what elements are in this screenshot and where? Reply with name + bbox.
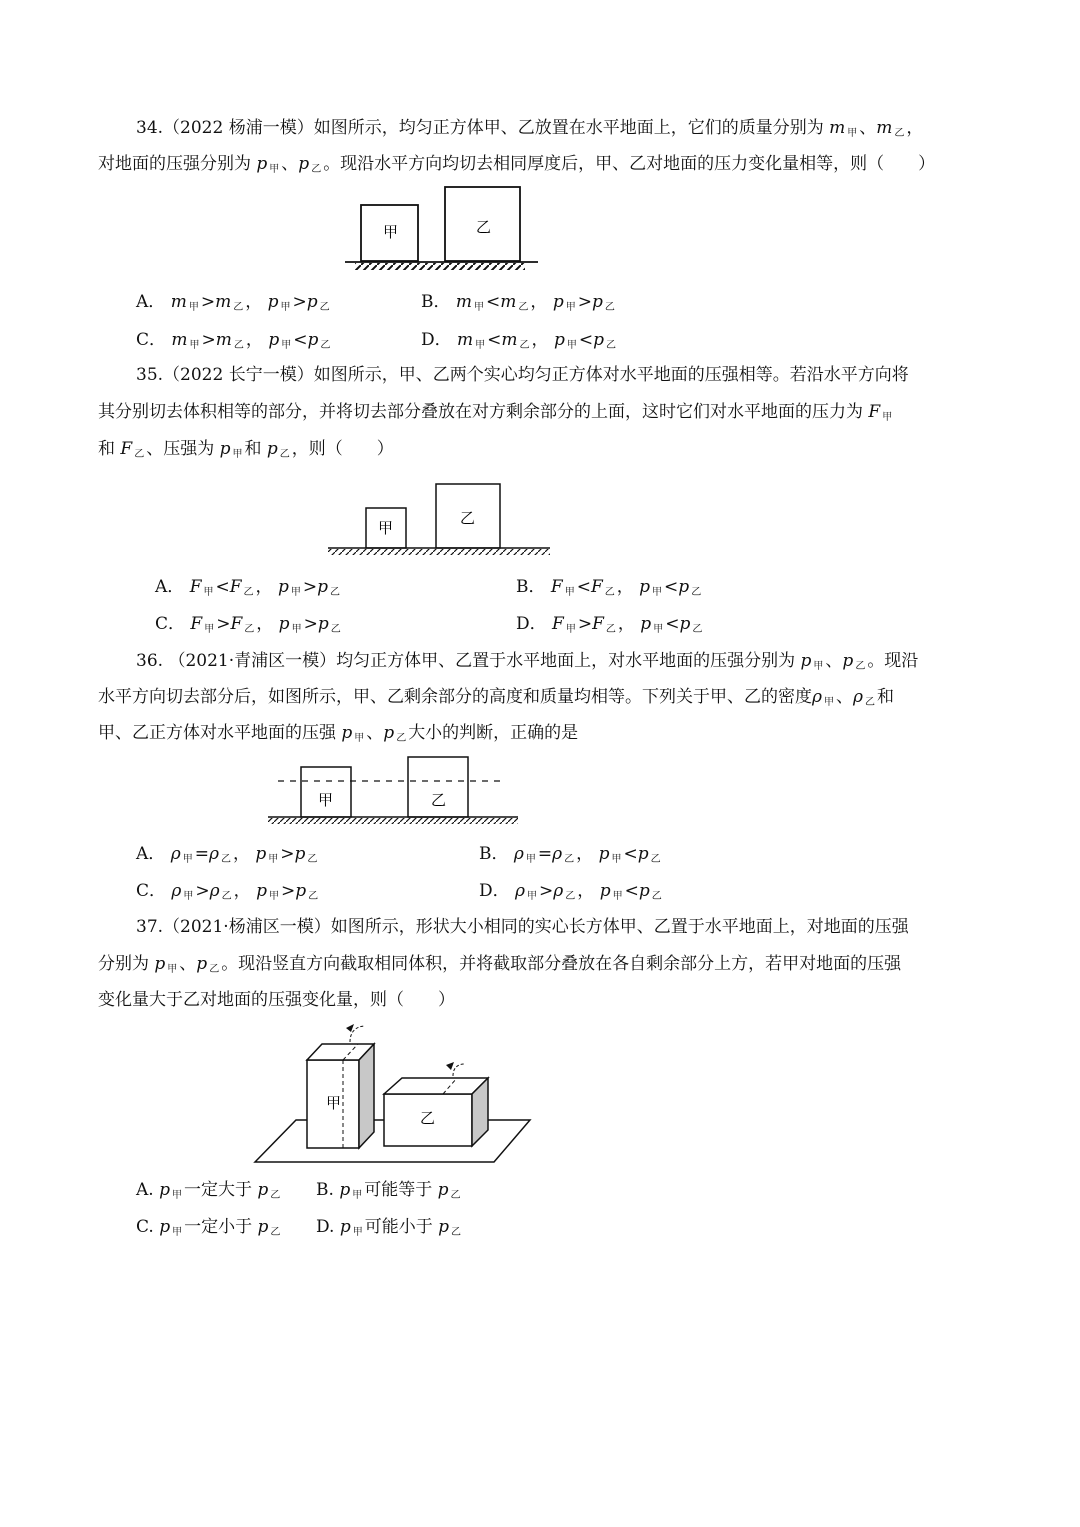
q34-label-yi: 乙 [476, 218, 492, 236]
q37-yi-arrow-head [446, 1062, 454, 1070]
q37-block-jia-side [359, 1044, 374, 1148]
q37-block-yi-top [384, 1078, 488, 1094]
q36-line-2: 水平方向切去部分后，如图所示，甲、乙剩余部分的高度和质量均相等。下列关于甲、乙的密度ρ $_甲$ 、ρ $_乙$ 和 [98, 687, 894, 708]
q34-line-1: 34.（2022 杨浦一模）如图所示，均匀正方体甲、乙放置在水平地面上，它们的质量分别为 m $_甲$ 、m $_乙$ ， [136, 118, 924, 139]
q35-line-1: 35.（2022 长宁一模）如图所示，甲、乙两个实心均匀正方体对水平地面的压强相等。若沿水平方向将 [136, 365, 909, 385]
q37-option-d[interactable]: D. p $_甲$ 可能小于 p $_乙$ [316, 1217, 462, 1238]
q34-ground-hatch [355, 263, 525, 270]
q35-ground-hatch [328, 549, 550, 555]
q37-line-2: 分别为 p $_甲$ 、p $_乙$ 。现沿竖直方向截取相同体积，并将截取部分叠放在各自剩余部分上方，若甲对地面的压强 [98, 954, 902, 975]
q34-figure [345, 185, 545, 270]
q35-option-d[interactable]: D． F $_甲$ >F $_乙$ ， p $_甲$ <p $_乙$ [516, 614, 703, 635]
q36-option-b[interactable]: B． ρ $_甲$ =ρ $_乙$ ， p $_甲$ <p $_乙$ [479, 844, 661, 865]
q36-option-a[interactable]: A． ρ $_甲$ =ρ $_乙$ ， p $_甲$ >p $_乙$ [136, 844, 318, 865]
q36-option-c[interactable]: C． ρ $_甲$ >ρ $_乙$ ， p $_甲$ >p $_乙$ [136, 881, 319, 902]
q37-line-1: 37.（2021·杨浦区一模）如图所示，形状大小相同的实心长方体甲、乙置于水平地面上，对地面的压强 [136, 917, 909, 937]
q37-jia-arrow-head [346, 1024, 354, 1032]
q34-option-b[interactable]: B． m $_甲$ <m $_乙$ ， p $_甲$ >p $_乙$ [421, 292, 615, 313]
q37-option-c[interactable]: C. p $_甲$ 一定小于 p $_乙$ [136, 1217, 281, 1238]
q36-ground-hatch [268, 818, 518, 824]
q34-option-c[interactable]: C． m $_甲$ >m $_乙$ ， p $_甲$ <p $_乙$ [136, 330, 331, 351]
q35-label-jia: 甲 [378, 519, 394, 537]
q34-line-2: 对地面的压强分别为 p $_甲$ 、p $_乙$ 。现沿水平方向均切去相同厚度后，甲、乙对地面的压力变化量相等，则（ ） [98, 154, 936, 175]
q35-option-a[interactable]: A． F $_甲$ <F $_乙$ ， p $_甲$ >p $_乙$ [155, 577, 340, 598]
q36-label-yi: 乙 [431, 791, 447, 809]
q35-line-3: 和 F $_乙$ 、压强为 p $_甲$ 和 p $_乙$ ，则（ ） [98, 439, 394, 460]
q37-yi-arrow [453, 1064, 464, 1076]
q36-line-3: 甲、乙正方体对水平地面的压强 p $_甲$ 、p $_乙$ 大小的判断，正确的是 [98, 723, 579, 744]
q36-line-1: 36. （2021·青浦区一模）均匀正方体甲、乙置于水平地面上，对水平地面的压强分别为 p $_甲$ 、p $_乙$ 。现沿 [136, 651, 919, 672]
q35-option-b[interactable]: B． F $_甲$ <F $_乙$ ， p $_甲$ <p $_乙$ [516, 577, 702, 598]
q37-figure [250, 1020, 540, 1165]
q34-label-jia: 甲 [383, 223, 399, 241]
q35-line-2: 其分别切去体积相等的部分，并将切去部分叠放在对方剩余部分的上面，这时它们对水平地面的压力为 F $_甲$ [98, 402, 893, 423]
q37-option-b[interactable]: B. p $_甲$ 可能等于 p $_乙$ [316, 1180, 461, 1201]
q35-label-yi: 乙 [460, 509, 476, 527]
q36-option-d[interactable]: D． ρ $_甲$ >ρ $_乙$ ， p $_甲$ <p $_乙$ [479, 881, 662, 902]
q36-label-jia: 甲 [318, 791, 334, 809]
q34-option-d[interactable]: D． m $_甲$ <m $_乙$ ， p $_甲$ <p $_乙$ [421, 330, 616, 351]
q37-label-jia: 甲 [326, 1094, 342, 1112]
q36-figure [268, 756, 520, 831]
q37-line-3: 变化量大于乙对地面的压强变化量，则（ ） [98, 990, 455, 1010]
q35-option-c[interactable]: C． F $_甲$ >F $_乙$ ， p $_甲$ >p $_乙$ [155, 614, 341, 635]
q35-figure [328, 482, 553, 557]
q37-label-yi: 乙 [420, 1109, 436, 1127]
q37-option-a[interactable]: A. p $_甲$ 一定大于 p $_乙$ [136, 1180, 281, 1201]
q34-option-a[interactable]: A． m $_甲$ >m $_乙$ ， p $_甲$ >p $_乙$ [136, 292, 330, 313]
